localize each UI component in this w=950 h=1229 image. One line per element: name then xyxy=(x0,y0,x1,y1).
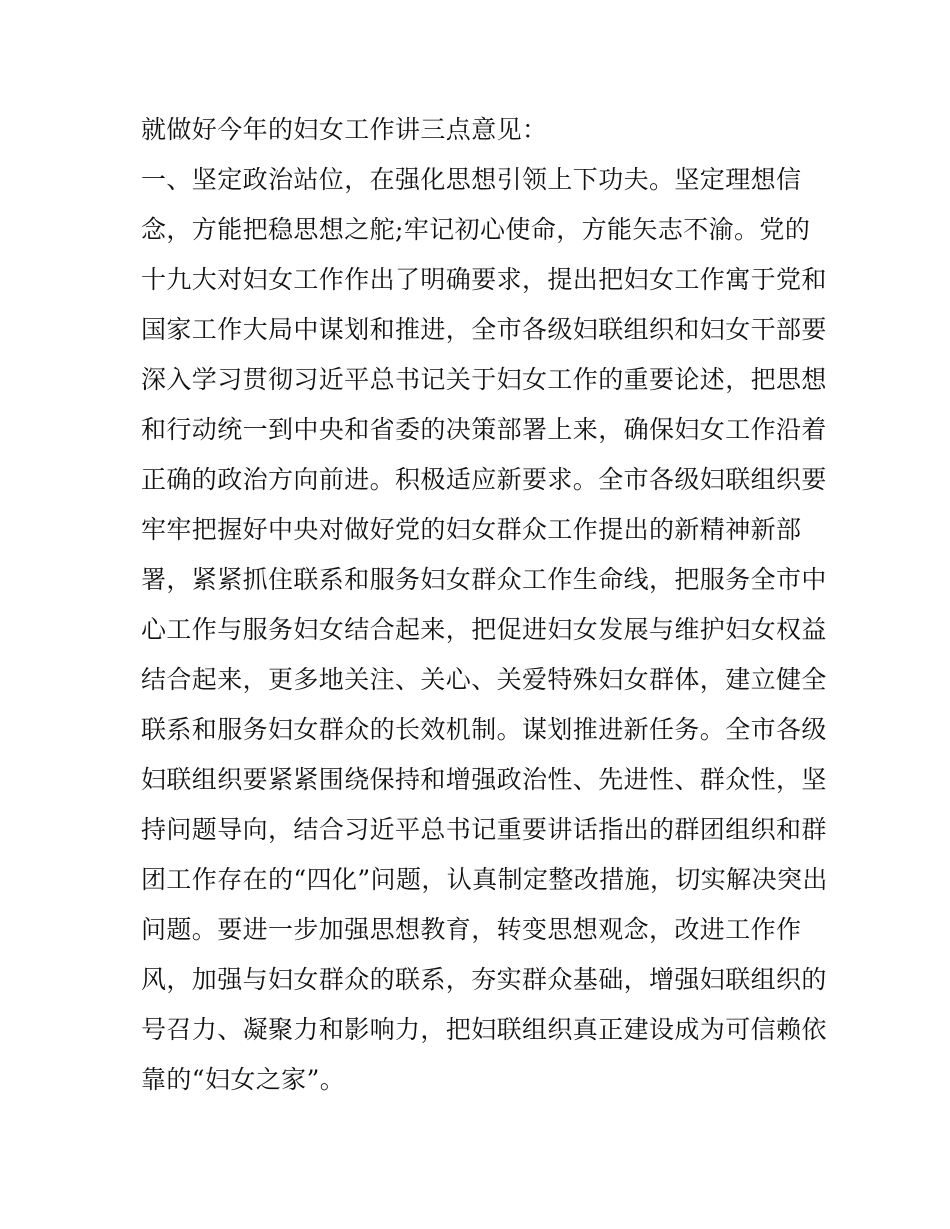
text-line: 持问题导向，结合习近平总书记重要讲话指出的群团组织和群 xyxy=(141,815,827,844)
text-line: 问题。要进一步加强思想教育，转变思想观念，改进工作作 xyxy=(141,915,802,944)
text-line: 十九大对妇女工作作出了明确要求，提出把妇女工作寓于党和 xyxy=(141,265,827,294)
text-line: 妇联组织要紧紧围绕保持和增强政治性、先进性、群众性，坚 xyxy=(141,765,827,794)
text-line: 号召力、凝聚力和影响力，把妇联组织真正建设成为可信赖依 xyxy=(141,1015,827,1044)
text-line: 靠的“妇女之家”。 xyxy=(141,1065,346,1094)
text-line: 念，方能把稳思想之舵;牢记初心使命，方能矢志不渝。党的 xyxy=(141,215,811,244)
text-line: 国家工作大局中谋划和推进，全市各级妇联组织和妇女干部要 xyxy=(141,315,827,344)
text-line: 和行动统一到中央和省委的决策部署上来，确保妇女工作沿着 xyxy=(141,415,827,444)
text-line: 牢牢把握好中央对做好党的妇女群众工作提出的新精神新部 xyxy=(141,515,802,544)
text-line: 就做好今年的妇女工作讲三点意见： xyxy=(141,115,548,144)
text-line: 署，紧紧抓住联系和服务妇女群众工作生命线，把服务全市中 xyxy=(141,565,827,594)
text-line: 心工作与服务妇女结合起来，把促进妇女发展与维护妇女权益 xyxy=(141,615,827,644)
text-line: 深入学习贯彻习近平总书记关于妇女工作的重要论述，把思想 xyxy=(141,365,827,394)
text-line: 一、坚定政治站位，在强化思想引领上下功夫。坚定理想信 xyxy=(141,165,802,194)
text-line: 正确的政治方向前进。积极适应新要求。全市各级妇联组织要 xyxy=(141,465,827,494)
text-line: 团工作存在的“四化”问题，认真制定整改措施，切实解决突出 xyxy=(141,865,828,894)
text-line: 结合起来，更多地关注、关心、关爱特殊妇女群体，建立健全 xyxy=(141,665,827,694)
text-line: 联系和服务妇女群众的长效机制。谋划推进新任务。全市各级 xyxy=(141,715,827,744)
text-line: 风，加强与妇女群众的联系，夯实群众基础，增强妇联组织的 xyxy=(141,965,827,994)
